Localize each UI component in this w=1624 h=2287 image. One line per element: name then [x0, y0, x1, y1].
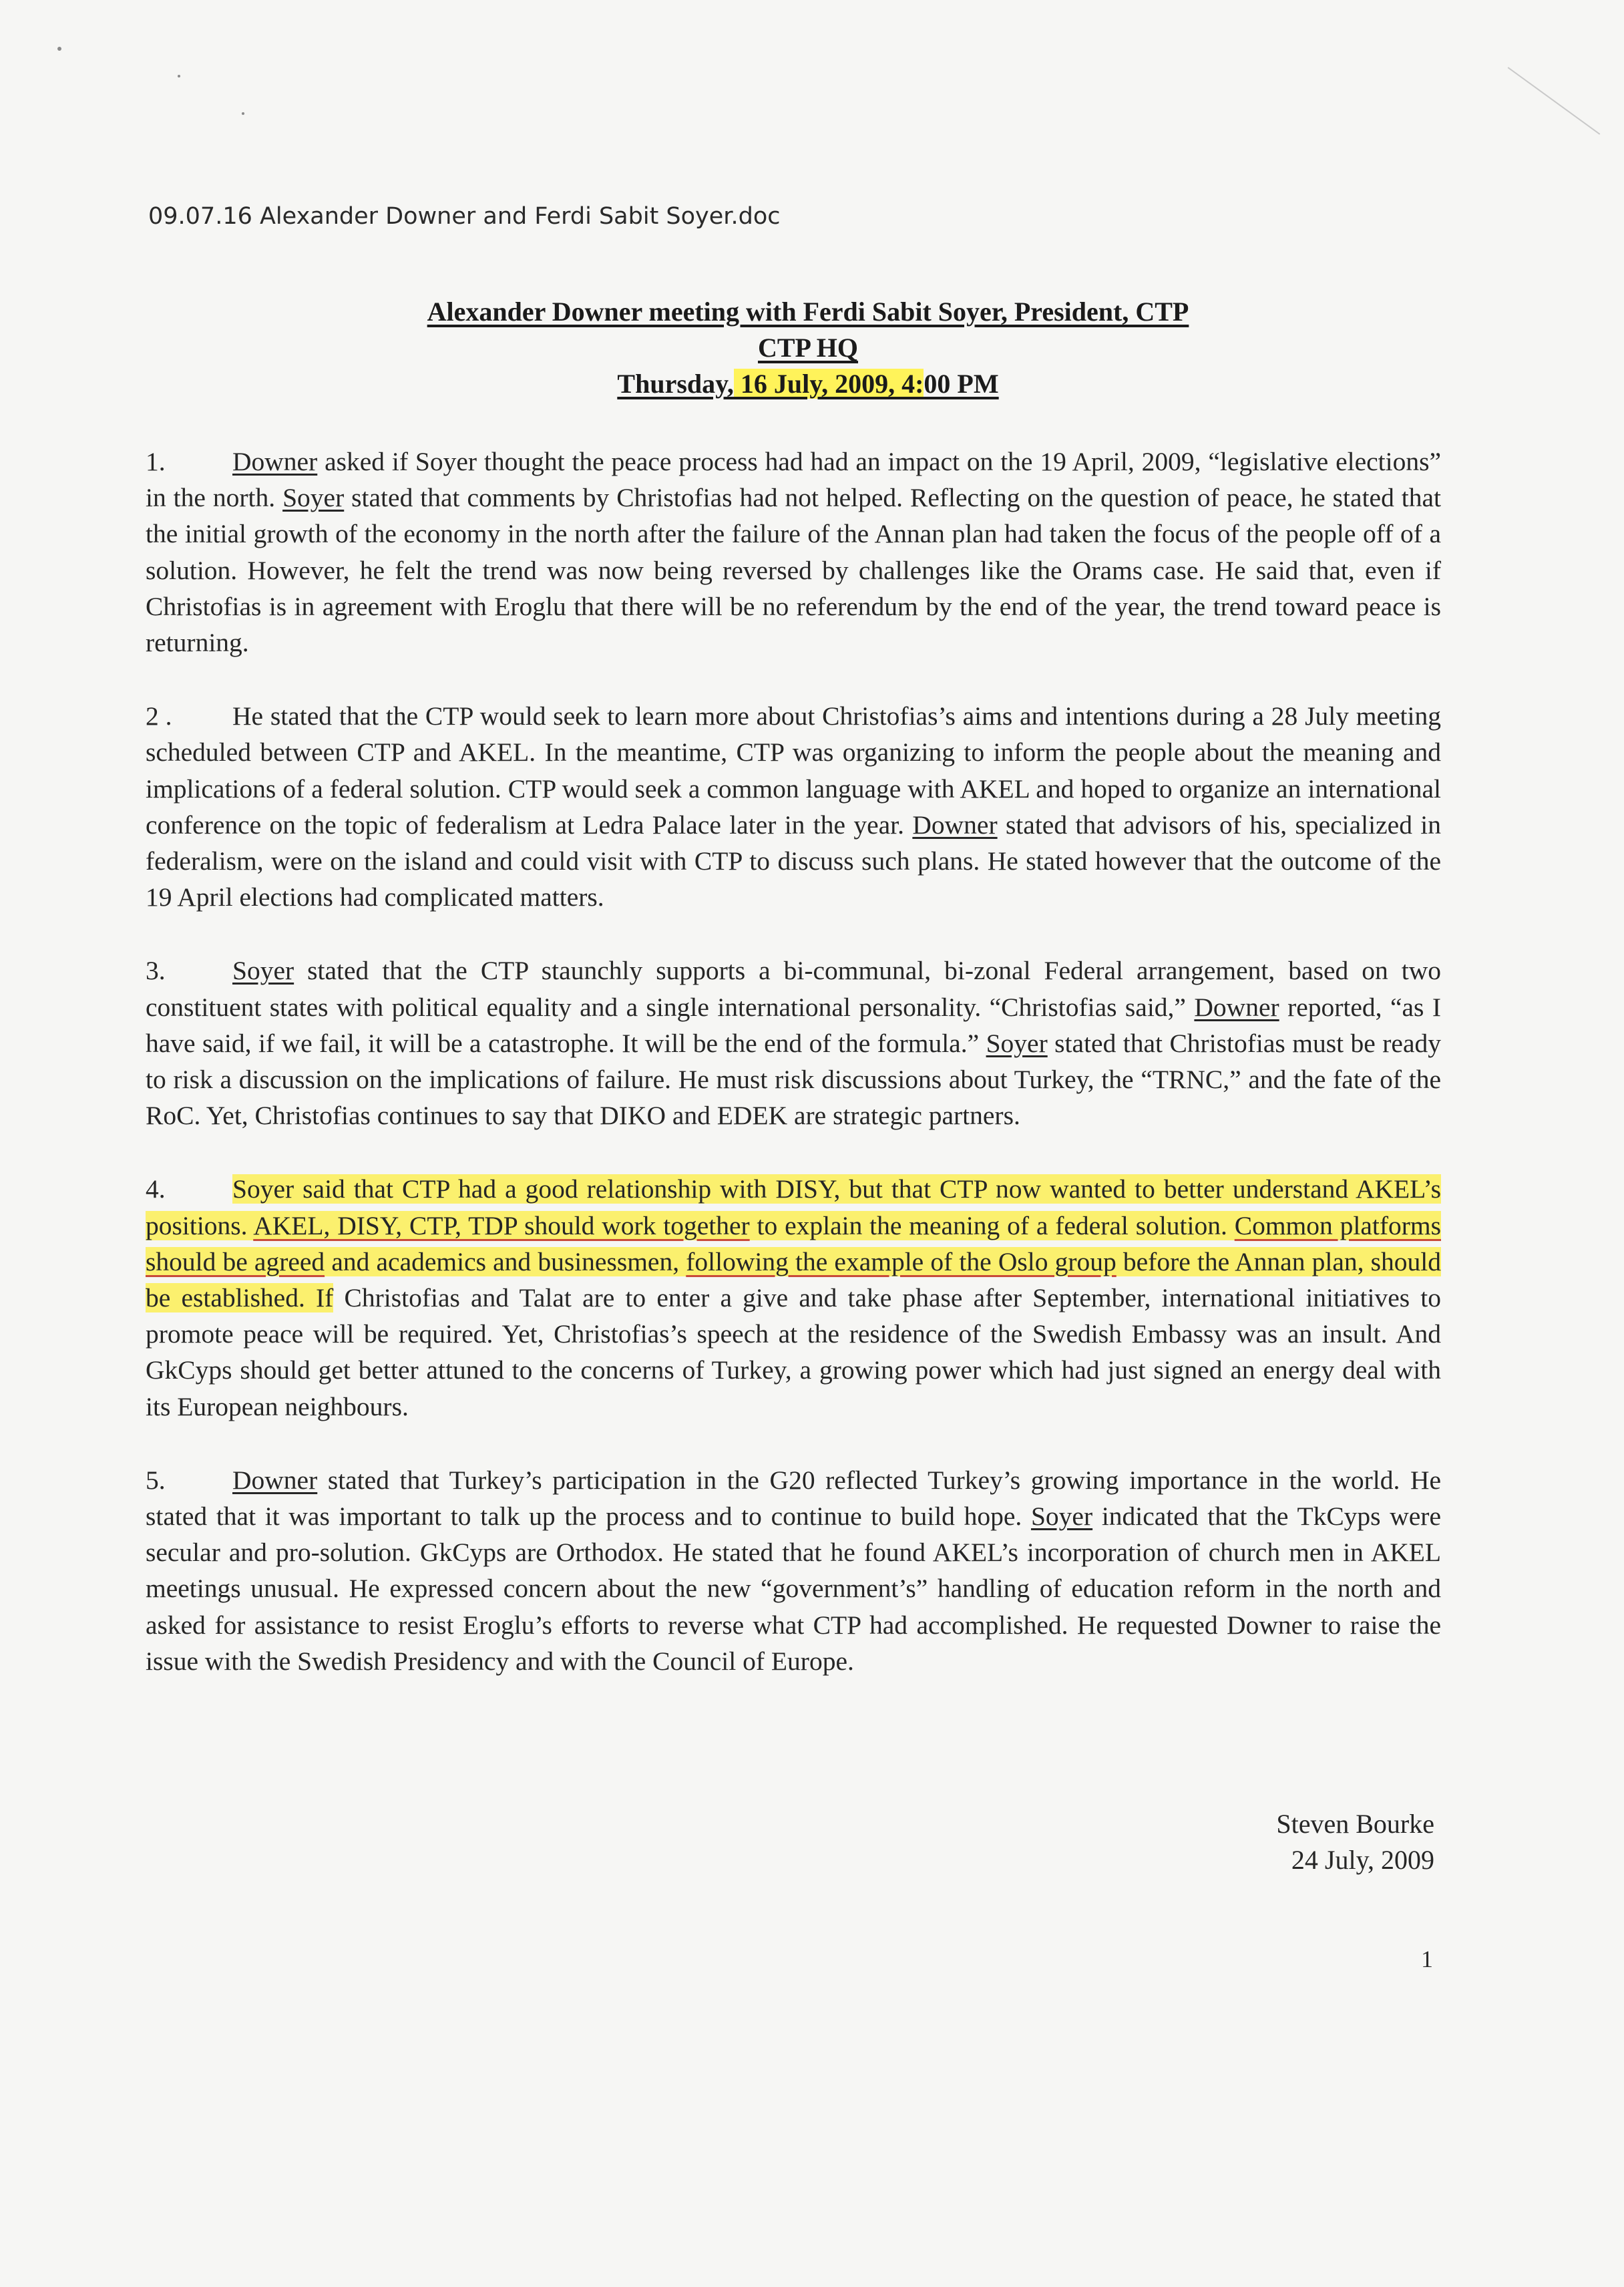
paragraph-4 [146, 1171, 1441, 1424]
paragraph-text: He stated that the CTP would seek to learn more about Christofias’s aims and intentions during a 28 July meeting scheduled between CTP and AKEL. In the meantime, CTP was organizing to inform the people about the meaning and implications of a federal solution. CTP would seek a common language with AKEL and hoped to organize an international conference on the topic of federalism at Ledra Palace later in the year. [146, 701, 1441, 840]
paragraph-text: stated that the CTP staunchly supports a bi-communal, bi-zonal Federal arrangement, based on two constituent states with political equality and a single international personality. “Christofias said,” [146, 956, 1441, 1022]
paragraph-3 [146, 952, 1441, 1133]
highlighted-text: AKEL, DISY, CTP, TDP should work together [253, 1210, 750, 1240]
underlined-name: Soyer [232, 956, 294, 986]
underlined-name: Soyer [1030, 1502, 1093, 1532]
paragraph-number: 4. [146, 1174, 166, 1204]
highlighted-text: to explain the meaning of a federal solution. [749, 1210, 1235, 1240]
document-title-block [187, 294, 1429, 402]
scan-crease [1508, 67, 1601, 135]
paragraph-number: 3. [146, 956, 166, 986]
highlighted-text: following the example of the Oslo group [686, 1246, 1116, 1276]
paragraph-text: reported, “as I have said, if we fail, it will be a catastrophe. It will be the end of the formula.” [146, 992, 1441, 1058]
paragraph-text: stated that advisors of his, specialized in federalism, were on the island and could visit with CTP to discuss such plans. He stated however that the outcome of the 19 April elections had complicated matters. [146, 810, 1442, 912]
document-body [146, 444, 1441, 1717]
paragraph-text: asked if Soyer thought the peace process had had an impact on the 19 April, 2009, “legislative elections” in the north. [146, 447, 1441, 513]
paragraph-text: Christofias and Talat are to enter a give and take phase after September, international initiatives to promote peace will be required. Yet, Christofias’s speech at the residence of the Swedish Embassy was an insult. And GkCyps should get better attuned to the concerns of Turkey, a growing power which had just signed an energy deal with its European neighbours. [146, 1283, 1441, 1421]
underlined-name: Downer [232, 1465, 318, 1495]
paragraph-1 [146, 444, 1441, 661]
highlighted-date: 16 July, 2009, 4 [733, 369, 916, 399]
paragraph-text: indicated that the TkCyps were secular and pro-solution. GkCyps are Orthodox. He stated that he found AKEL’s incorporation of church men in AKEL meetings unusual. He expressed concern about the new “government’s” handling of education reform in the north and asked for assistance to resist Eroglu’s efforts to reverse what CTP had accomplished. He requested Downer to raise the issue with the Swedish Presidency and with the Council of Europe. [146, 1502, 1441, 1676]
underlined-name: Soyer [282, 483, 345, 513]
underlined-name: Downer [232, 447, 318, 476]
scan-speck [57, 47, 61, 51]
paragraph-text: stated that Turkey’s participation in the G20 reflected Turkey’s growing importance in the world. He stated that it was important to talk up the process and to continue to build hope. [146, 1465, 1441, 1532]
paragraph-number: 5. [146, 1465, 166, 1495]
paragraph-number: 2 . [146, 701, 172, 731]
title-date: Thursday, 16 July, 2009, 4:00 PM [617, 369, 999, 399]
paragraph-text: stated that comments by Christofias had not helped. Reflecting on the question of peace, he stated that the initial growth of the economy in the north after the failure of the Annan plan had taken the focus of the people off of a solution. However, he felt the trend was now being reversed by challenges like the Orams case. He said that, even if Christofias is in agreement with Eroglu that there will be no referendum by the end of the year, the trend toward peace is returning. [146, 483, 1441, 658]
title-meeting: Alexander Downer meeting with Ferdi Sabit Soyer, President, CTP [427, 297, 1189, 327]
paragraph-number: 1. [146, 447, 166, 476]
highlighted-text: Common platforms should be agreed [146, 1210, 1441, 1276]
highlighted-text: and academics and businessmen, [325, 1246, 686, 1276]
signature-name: Steven Bourke [1276, 1809, 1434, 1839]
paragraph-2 [146, 698, 1441, 915]
underlined-name: Downer [912, 810, 998, 840]
highlighted-text: Soyer said that CTP had a good relationship with DISY, but that CTP now wanted to better understand AKEL’s positions. [146, 1174, 1441, 1240]
signature-date: 24 July, 2009 [1291, 1845, 1434, 1875]
highlighted-text: before the Annan plan, should be established. If [146, 1246, 1441, 1313]
page-number: 1 [1421, 1946, 1433, 1972]
highlighted-colon: : [915, 369, 924, 399]
paragraph-5 [146, 1462, 1441, 1679]
paragraph-text: stated that Christofias must be ready to risk a discussion on the implications of failure. He must risk discussions about Turkey, the “TRNC,” and the fate of the RoC. Yet, Christofias continues to say that DIKO and EDEK are strategic partners. [146, 1028, 1441, 1131]
scan-speck [178, 75, 180, 77]
document-filename: 09.07.16 Alexander Downer and Ferdi Sabit Soyer.doc [148, 203, 781, 230]
underlined-name: Downer [1194, 992, 1279, 1022]
underlined-name: Soyer [986, 1028, 1048, 1058]
title-location: CTP HQ [757, 333, 859, 363]
scan-speck [242, 112, 244, 115]
signature-block [1276, 1806, 1434, 1878]
